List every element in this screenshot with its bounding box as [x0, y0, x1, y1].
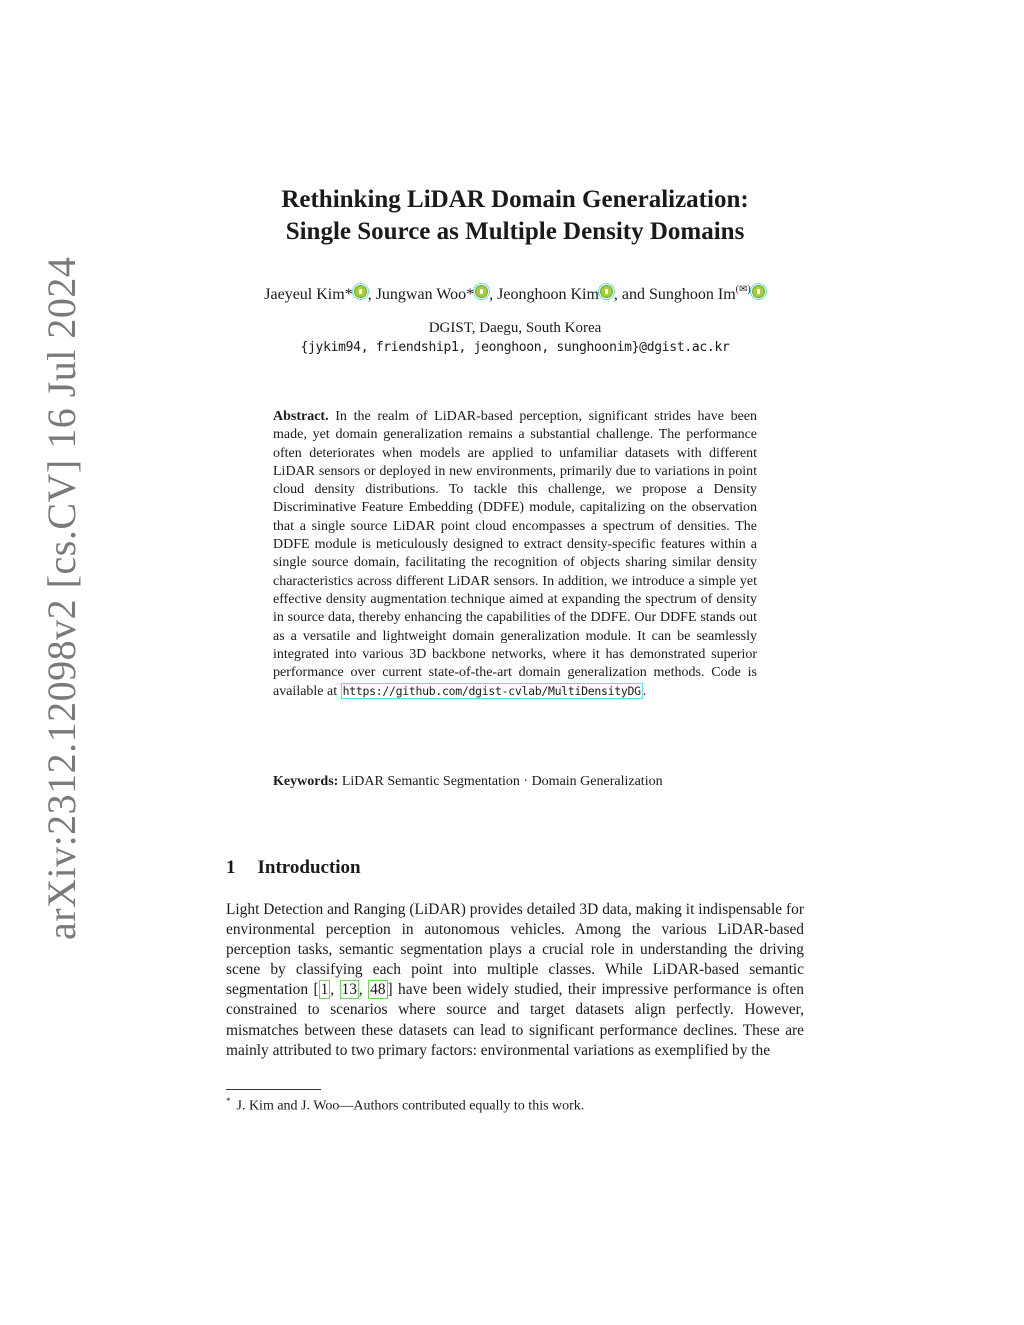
- author-1: Jaeyeul Kim*: [264, 286, 353, 303]
- section-title: Introduction: [257, 857, 361, 878]
- keywords-text: LiDAR Semantic Segmentation · Domain Generalization: [341, 774, 663, 789]
- paper-title: [200, 184, 830, 248]
- section-heading: [226, 857, 361, 879]
- author-list: Jaeyeul Kim* , Jungwan Woo* , Jeonghoon Kim , and Sunghoon Im(✉): [200, 284, 830, 304]
- keywords-label: Keywords:: [273, 774, 339, 789]
- author-emails: {jykim94, friendship1, jeonghoon, sunghoonim}@dgist.ac.kr: [300, 340, 730, 355]
- abstract: [273, 408, 757, 702]
- abstract-end: .: [642, 684, 647, 700]
- intro-text-1: Light Detection and Ranging (LiDAR) provides detailed 3D data, making it indispensable for environmental perception in autonomous vehicles. Among the various LiDAR-based perception tasks, semantic segmentation plays a crucial role in understanding the driving scene by classifying each point into multiple classes. While LiDAR-based semantic segmentation [: [226, 901, 804, 999]
- abstract-text: In the realm of LiDAR-based perception, significant strides have been made, yet domain generalization remains a substantial challenge. The performance often deteriorates when models are applied to unfamiliar datasets with different LiDAR sensors or deployed in new environments, primarily due to variations in point cloud density distributions. To tackle this challenge, we propose a Density Discriminative Feature Embedding (DDFE) module, capitalizing on the observation that a single source LiDAR point cloud encompasses a spectrum of densities. The DDFE module is meticulously designed to extract density-specific features within a single source domain, facilitating the recognition of objects sharing similar density characteristics across different LiDAR sensors. In addition, we introduce a simple yet effective density augmentation technique aimed at expanding the spectrum of density in source data, thereby enhancing the capabilities of the DDFE. Our DDFE stands out as a versatile and lightweight domain generalization module. It can be seamlessly integrated into various 3D backbone networks, where it has demonstrated superior performance over current state-of-the-art domain generalization methods. Code is available at: [273, 409, 758, 700]
- footnote-text: J. Kim and J. Woo—Authors contributed equally to this work.: [236, 1098, 585, 1114]
- author-4: and Sunghoon Im: [621, 286, 736, 303]
- keywords: [273, 774, 793, 790]
- code-link[interactable]: https://github.com/dgist-cvlab/MultiDensityDG: [342, 684, 641, 699]
- citation-link[interactable]: 1: [320, 981, 329, 999]
- intro-paragraph: Light Detection and Ranging (LiDAR) provides detailed 3D data, making it indispensable for environmental perception in autonomous vehicles. Among the various LiDAR-based perception tasks, semantic segmentation plays a crucial role in understanding the driving scene by classifying each point into multiple classes. While LiDAR-based semantic segmentation [ 1 , 13 , 48 ] have been widely studied, their impressive performance is often constrained to scenarios where source and target datasets align perfectly. However, mismatches between these datasets can lead to significant performance declines. These are mainly attributed to two primary factors: environmental variations as exemplified by the: [226, 901, 804, 1059]
- footnote-divider: [226, 1089, 321, 1090]
- title-line-2: Single Source as Multiple Density Domains: [285, 218, 745, 245]
- orcid-icon[interactable]: [600, 285, 613, 298]
- abstract-label: Abstract.: [273, 409, 329, 424]
- author-3: Jeonghoon Kim: [497, 286, 599, 303]
- footnote: [226, 1096, 826, 1115]
- orcid-icon[interactable]: [354, 285, 367, 298]
- envelope-icon: (✉): [735, 284, 751, 295]
- arxiv-identifier: arXiv:2312.12098v2 [cs.CV] 16 Jul 2024: [39, 256, 84, 940]
- affiliation: DGIST, Daegu, South Korea: [428, 320, 602, 336]
- citation-link[interactable]: 48: [370, 981, 386, 999]
- intro-text-2: ] have been widely studied, their impressive performance is often constrained to scenarios where source and target datasets align perfectly. However, mismatches between these datasets can lead to significant performance declines. These are mainly attributed to two primary factors: environmental variations as exemplified by the: [226, 981, 804, 1059]
- orcid-icon[interactable]: [752, 285, 765, 298]
- author-2: Jungwan Woo*: [375, 286, 475, 303]
- section-number: 1: [226, 857, 236, 878]
- footnote-mark: *: [226, 1096, 231, 1106]
- orcid-icon[interactable]: [475, 285, 488, 298]
- title-line-1: Rethinking LiDAR Domain Generalization:: [281, 186, 749, 213]
- citation-link[interactable]: 13: [341, 981, 357, 999]
